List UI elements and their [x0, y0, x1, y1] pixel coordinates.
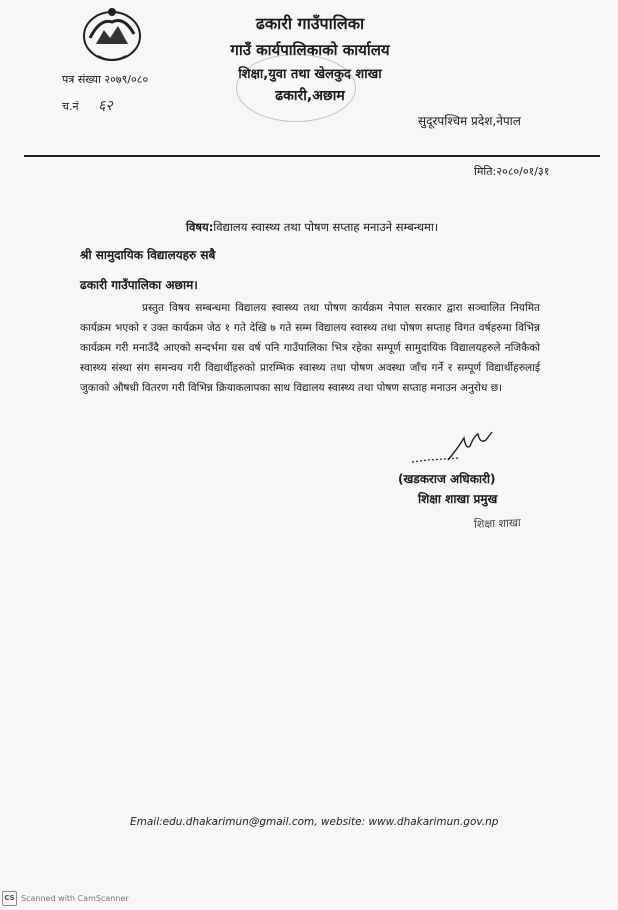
dispatch-number-row [62, 96, 113, 115]
signatory-name: (खडकराज अधिकारी) [398, 472, 496, 486]
letter-body: प्रस्तुत विषय सम्बन्धमा विद्यालय स्वास्थ्य तथा पोषण कार्यक्रम नेपाल सरकार द्वारा सञ्चालित नियमित कार्यक्रम भएको र उक्त कार्यक्रम जेठ १ गते देखि ७ गते सम्म विद्यालय स्वास्थ्य तथा पोषण सप्ताह विगत वर्षहरुमा विभिन्न कार्यक्रम गरी मनाउँदै आएको सन्दर्भमा यस वर्ष पनि गाउँपालिका भित्र रहेका सम्पूर्ण सामुदायिक विद्यालयहरुले नजिकैको स्वास्थ्य संस्था संग समन्वय गरी विद्यार्थीहरुको प्रारम्भिक स्वास्थ्य तथा पोषण अवस्था जाँच गर्ने र सम्पूर्ण विद्यार्थीहरुलाई जुकाको औषधी वितरण गरी विभिन्न क्रियाकलापका साथ विद्यालय स्वास्थ्य तथा पोषण सप्ताह मनाउन अनुरोध छ। [80, 302, 540, 394]
org-location: ढकारी,अछाम [275, 88, 345, 104]
scanner-watermark [2, 891, 129, 906]
subject-label: विषय: [186, 220, 214, 234]
footer-contact: Email:edu.dhakarimun@gmail.com, website: www.dhakarimun.gov.np [130, 816, 499, 828]
subject-line [186, 220, 438, 235]
addressee-line-2: ढकारी गाउँपालिका अछाम। [80, 278, 198, 292]
dispatch-label: च.नं [62, 100, 79, 113]
letter-date: मिति:२०८०/०१/३१ [474, 165, 550, 178]
camscanner-logo-icon: CS [2, 891, 17, 906]
province-line: सुदूरपश्चिम प्रदेश,नेपाल [418, 114, 521, 128]
handwritten-signature-icon [408, 426, 500, 470]
header-divider [24, 155, 600, 157]
nepal-emblem-icon [80, 4, 144, 64]
addressee-line-1: श्री सामुदायिक विद्यालयहरु सबै [80, 248, 216, 262]
section-seal: शिक्षा शाखा [473, 516, 521, 531]
org-name: ढकारी गाउँपालिका [255, 14, 365, 33]
dispatch-number: ६२ [98, 98, 113, 114]
org-office: गाउँ कार्यपालिकाको कार्यालय [230, 41, 390, 59]
org-section: शिक्षा,युवा तथा खेलकुद शाखा [238, 67, 382, 82]
office-stamp-icon [236, 54, 356, 122]
reference-number: पत्र संख्या २०७९/०८० [62, 73, 149, 86]
subject-text: विद्यालय स्वास्थ्य तथा पोषण सप्ताह मनाउने सम्बन्धमा। [213, 220, 439, 234]
scanner-text: Scanned with CamScanner [21, 894, 129, 903]
signatory-title: शिक्षा शाखा प्रमुख [418, 492, 498, 506]
